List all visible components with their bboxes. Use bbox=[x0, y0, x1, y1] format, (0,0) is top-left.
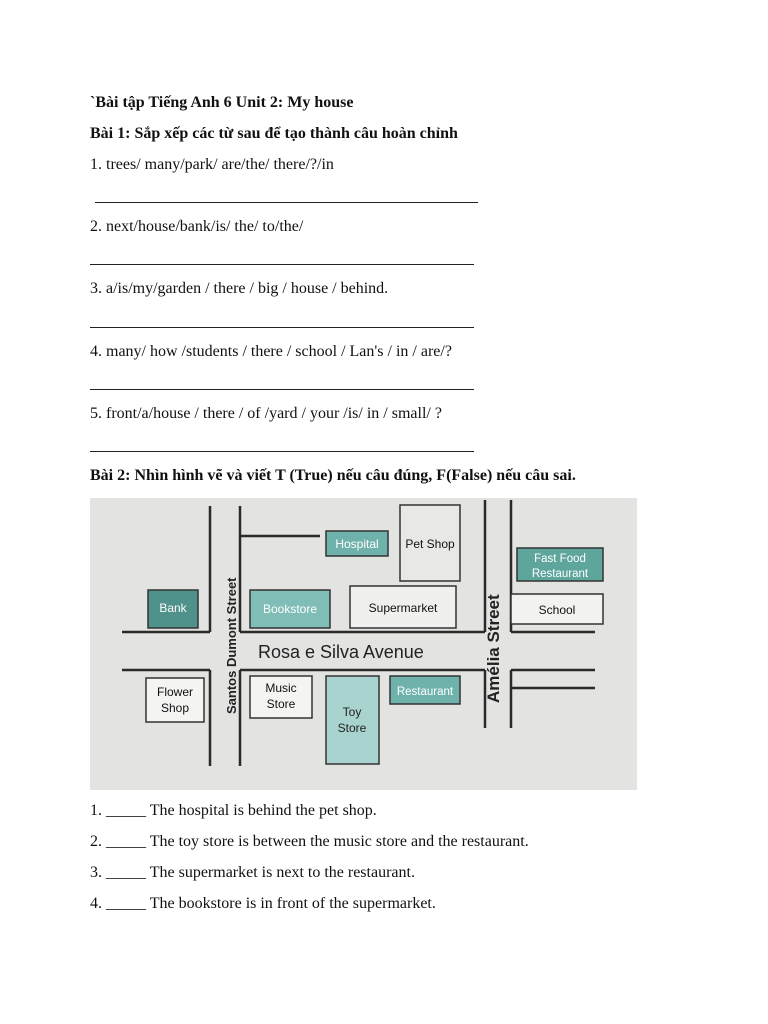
street-map bbox=[90, 498, 637, 790]
music-store-label-2: Store bbox=[266, 697, 296, 711]
exercise2-item: 2. _____ The toy store is between the music store and the restaurant. bbox=[90, 833, 529, 850]
flower-shop-label-1: Flower bbox=[156, 685, 194, 699]
exercise1-item: 1. trees/ many/park/ are/the/ there/?/in bbox=[90, 156, 334, 173]
bank-label: Bank bbox=[159, 601, 187, 615]
exercise1-item: 5. front/a/house / there / of /yard / your /is/ in / small/ ? bbox=[90, 405, 442, 422]
music-store-label-1: Music bbox=[265, 681, 297, 695]
toy-store-building bbox=[326, 676, 379, 764]
exercise1-item: 4. many/ how /students / there / school / Lan's / in / are/? bbox=[90, 343, 452, 360]
answer-line bbox=[90, 327, 474, 328]
toy-store-label-2: Store bbox=[337, 721, 367, 735]
toy-store-label-1: Toy bbox=[342, 705, 362, 719]
page-title: `Bài tập Tiếng Anh 6 Unit 2: My house bbox=[90, 94, 354, 111]
restaurant-label: Restaurant bbox=[396, 686, 454, 698]
exercise2-item: 3. _____ The supermarket is next to the restaurant. bbox=[90, 864, 415, 881]
santos-street-label: Santos Dumont Street bbox=[224, 577, 239, 714]
exercise2-item: 1. _____ The hospital is behind the pet shop. bbox=[90, 802, 377, 819]
exercise2-item: 4. _____ The bookstore is in front of the supermarket. bbox=[90, 895, 436, 912]
avenue-label: Rosa e Silva Avenue bbox=[258, 642, 424, 662]
flower-shop-label-2: Shop bbox=[160, 701, 190, 715]
fast-food-label-2: Restaurant bbox=[531, 568, 589, 580]
answer-line bbox=[95, 202, 478, 203]
pet-shop-label: Pet Shop bbox=[405, 537, 455, 551]
exercise1-heading: Bài 1: Sắp xếp các từ sau để tạo thành câu hoàn chỉnh bbox=[90, 125, 458, 142]
amelia-street-label: Amélia Street bbox=[484, 594, 503, 703]
answer-line bbox=[90, 451, 474, 452]
bookstore-label: Bookstore bbox=[262, 602, 318, 616]
supermarket-label: Supermarket bbox=[368, 601, 438, 615]
fast-food-label-1: Fast Food bbox=[534, 553, 586, 565]
hospital-label: Hospital bbox=[335, 537, 379, 551]
school-label: School bbox=[538, 603, 576, 617]
exercise1-item: 3. a/is/my/garden / there / big / house / behind. bbox=[90, 280, 389, 297]
exercise2-heading: Bài 2: Nhìn hình vẽ và viết T (True) nếu câu đúng, F(False) nếu câu sai. bbox=[90, 467, 576, 484]
exercise1-item: 2. next/house/bank/is/ the/ to/the/ bbox=[90, 218, 304, 235]
answer-line bbox=[90, 264, 474, 265]
answer-line bbox=[90, 389, 474, 390]
